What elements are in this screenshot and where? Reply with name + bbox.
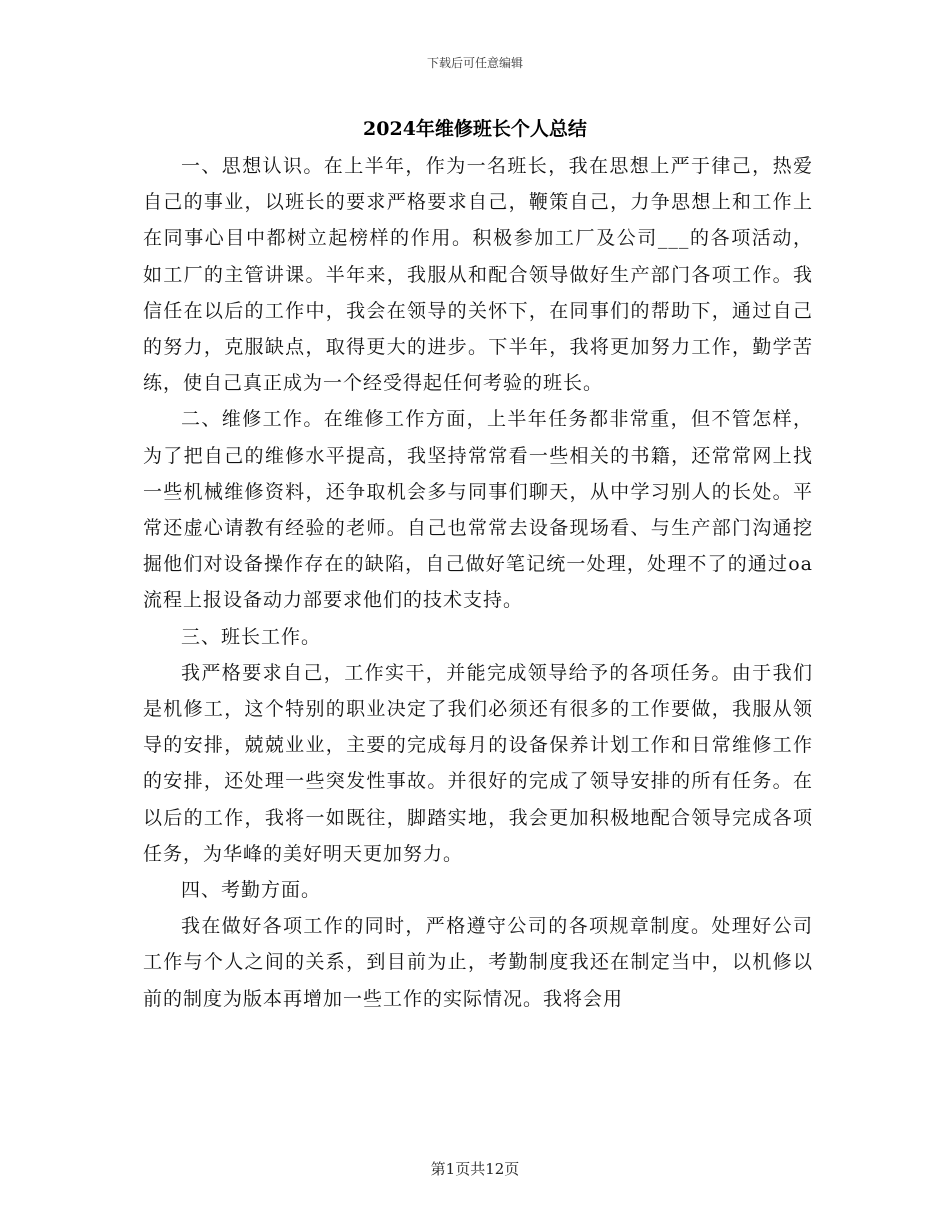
document-title: 2024年维修班长个人总结	[363, 118, 587, 140]
document-body	[143, 148, 813, 1017]
paragraph-ideology: 一、思想认识。在上半年，作为一名班长，我在思想上严于律己，热爱自己的事业，以班长的要求严格要求自己，鞭策自己，力争思想上和工作上在同事心目中都树立起榜样的作用。积极参加工厂及公司___的各项活动，如工厂的主管讲课。半年来，我服从和配合领导做好生产部门各项工作。我信任在以后的工作中，我会在领导的关怀下，在同事们的帮助下，通过自己的努力，克服缺点，取得更大的进步。下半年，我将更加努力工作，勤学苦练，使自己真正成为一个经受得起任何考验的班长。	[143, 155, 813, 395]
section-heading-team-leader: 三、班长工作。	[181, 625, 322, 648]
paragraph-attendance: 我在做好各项工作的同时，严格遵守公司的各项规章制度。处理好公司工作与个人之间的关系，到目前为止，考勤制度我还在制定当中，以机修以前的制度为版本再增加一些工作的实际情况。我将会用	[143, 915, 813, 1010]
paragraph-maintenance: 二、维修工作。在维修工作方面，上半年任务都非常重，但不管怎样，为了把自己的维修水平提高，我坚持常常看一些相关的书籍，还常常网上找一些机械维修资料，还争取机会多与同事们聊天，从中学习别人的长处。平常还虚心请教有经验的老师。自己也常常去设备现场看、与生产部门沟通挖掘他们对设备操作存在的缺陷，自己做好笔记统一处理，处理不了的通过oa流程上报设备动力部要求他们的技术支持。	[143, 408, 813, 612]
header-note: 下载后可任意编辑	[426, 56, 523, 70]
paragraph-team-leader: 我严格要求自己，工作实干，并能完成领导给予的各项任务。由于我们是机修工，这个特别的职业决定了我们必须还有很多的工作要做，我服从领导的安排，兢兢业业，主要的完成每月的设备保养计划工作和日常维修工作的安排，还处理一些突发性事故。并很好的完成了领导安排的所有任务。在以后的工作，我将一如既往，脚踏实地，我会更加积极地配合领导完成各项任务，为华峰的美好明天更加努力。	[143, 661, 813, 865]
page-number: 第1页共12页	[430, 1160, 520, 1178]
section-heading-attendance: 四、考勤方面。	[181, 879, 322, 902]
